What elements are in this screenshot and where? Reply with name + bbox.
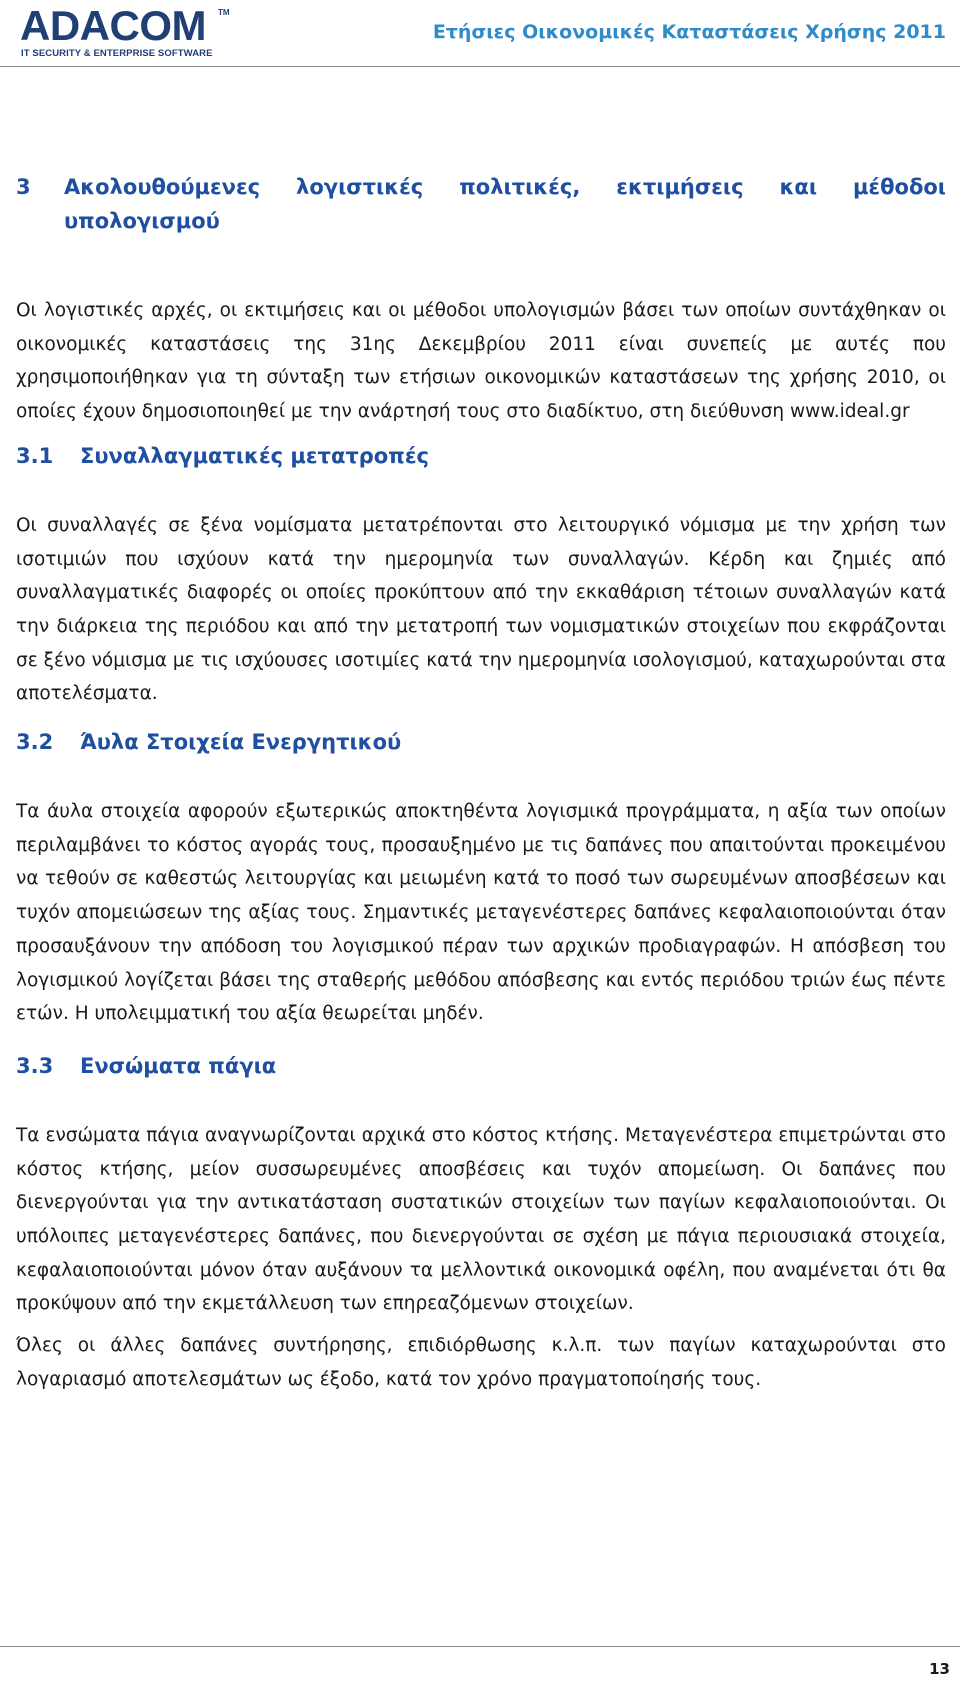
section-number: 3 (16, 175, 31, 199)
section-title: Ακολουθούμενες λογιστικές πολιτικές, εκτιμήσεις και μέθοδοι υπολογισμού (64, 175, 946, 233)
section-intro-paragraph: Οι λογιστικές αρχές, οι εκτιμήσεις και οι μέθοδοι υπολογισμών βάσει των οποίων συντάχθηκαν οι οικονομικές καταστάσεις της 31ης Δεκεμβρίου 2011 είναι συνεπείς με αυτές που χρησιμοποιήθηκαν για τη σύνταξη των ετήσιων οικονομικών καταστάσεων της χρήσης 2010, οι οποίες έχουν δημοσιοποιηθεί με την ανάρτησή τους στο διαδίκτυο, στη διεύθυνση www.ideal.gr (16, 300, 946, 423)
subsection-heading-3-1 (16, 439, 946, 473)
subsection-heading-3-3 (16, 1049, 946, 1083)
subsection-heading-3-2 (16, 725, 946, 759)
logo-tagline: IT SECURITY & ENTERPRISE SOFTWARE (21, 48, 213, 59)
subsection-paragraph: Όλες οι άλλες δαπάνες συντήρησης, επιδιόρθωσης κ.λ.π. των παγίων καταχωρούνται στο λογαριασμό αποτελεσμάτων ως έξοδο, κατά τον χρόνο πραγματοποίησής τους. (16, 1335, 946, 1390)
subsection-title: Άυλα Στοιχεία Ενεργητικού (80, 730, 402, 755)
footer-divider (0, 1646, 960, 1647)
subsection-number: 3.2 (16, 730, 54, 755)
logo-trademark: TM (218, 8, 230, 17)
adacom-logo (20, 4, 230, 60)
subsection-paragraph: Τα ενσώματα πάγια αναγνωρίζονται αρχικά στο κόστος κτήσης. Μεταγενέστερα επιμετρώνται στο κόστος κτήσης, μείον συσσωρευμένες αποσβέσεις και τυχόν απομείωση. Οι δαπάνες που διενεργούνται για την αντικατάσταση συστατικών στοιχείων των παγίων κεφαλαιοποιούνται. Οι υπόλοιπες μεταγενέστερες δαπάνες, που διενεργούνται σε σχέση με πάγια περιουσιακά στοιχεία, κεφαλαιοποιούνται μόνον όταν αυξάνουν τα μελλοντικά οικονομικά οφέλη, που αναμένεται ότι θα προκύψουν από την εκμετάλλευση των επηρεαζόμενων στοιχείων. (16, 1124, 946, 1315)
page-header (0, 0, 960, 68)
logo-wordmark: ADACOM (20, 2, 206, 49)
subsection-title: Ενσώματα πάγια (80, 1053, 277, 1078)
subsection-number: 3.1 (16, 443, 54, 468)
subsection-number: 3.3 (16, 1053, 54, 1078)
subsection-title: Συναλλαγματικές μετατροπές (80, 443, 429, 468)
section-heading (16, 170, 946, 238)
subsection-paragraph: Τα άυλα στοιχεία αφορούν εξωτερικώς αποκτηθέντα λογισμικά προγράμματα, η αξία των οποίων περιλαμβάνει το κόστος αγοράς τους, προσαυξημένο με τις δαπάνες που απαιτούνται προκειμένου να τεθούν σε καθεστώς λειτουργίας και μειωμένη κατά το ποσό των σωρευμένων αποσβέσεων και τυχόν απομειώσεων της αξίας τους. Σημαντικές μεταγενέστερες δαπάνες κεφαλαιοποιούνται όταν προσαυξάνουν την απόδοση του λογισμικού πέραν των αρχικών προδιαγραφών. Η απόσβεση του λογισμικού λογίζεται βάσει της σταθερής μεθόδου απόσβεσης και εντός περιόδου τριών έως πέντε ετών. Η υπολειμματική του αξία θεωρείται μηδέν. (16, 801, 946, 1025)
subsection-paragraph: Οι συναλλαγές σε ξένα νομίσματα μετατρέπονται στο λειτουργικό νόμισμα με την χρήση των ισοτιμιών που ισχύουν κατά την ημερομηνία των συναλλαγών. Κέρδη και ζημιές από συναλλαγματικές διαφορές οι οποίες προκύπτουν από την εκκαθάριση τέτοιων συναλλαγών κατά την διάρκεια της περιόδου και από την μετατροπή των νομισματικών στοιχείων που εκφράζονται σε ξένο νόμισμα με τις ισχύουσες ισοτιμίες κατά την ημερομηνία ισολογισμού, καταχωρούνται στα αποτελέσματα. (16, 514, 946, 705)
page-number: 13 (929, 1660, 950, 1678)
document-title: Ετήσιες Οικονομικές Καταστάσεις Χρήσης 2011 (432, 21, 946, 43)
page-content (16, 170, 946, 1397)
header-divider (0, 66, 960, 67)
